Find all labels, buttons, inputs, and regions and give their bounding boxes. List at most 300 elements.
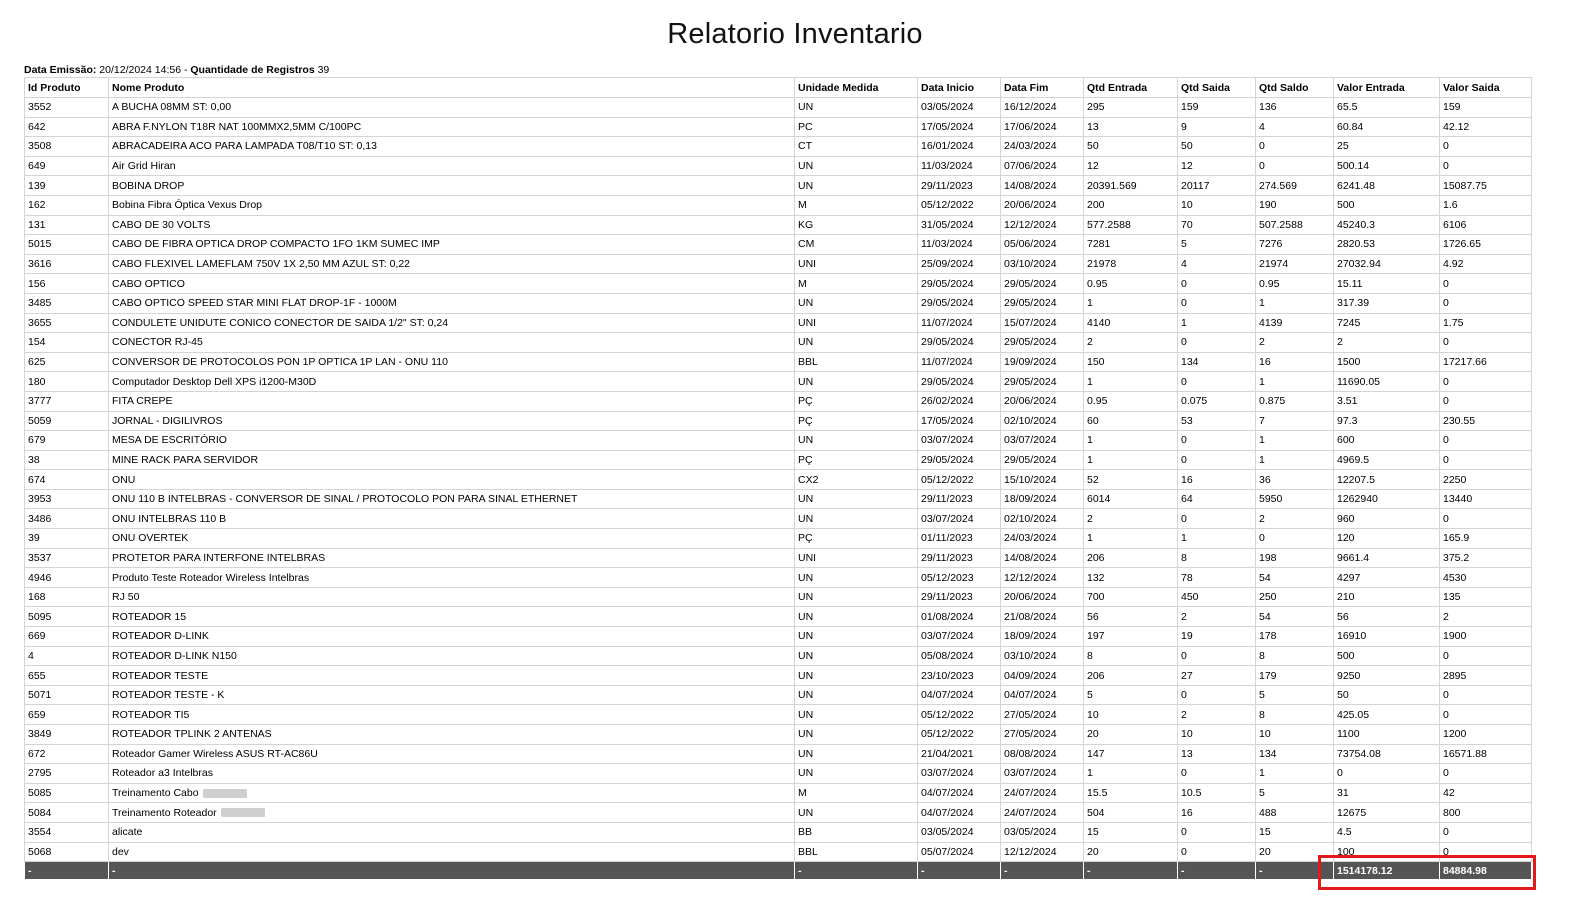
cell-text: 14/08/2024 xyxy=(1004,179,1057,192)
cell-text: ROTEADOR D-LINK xyxy=(112,630,209,643)
cell-text: 274.569 xyxy=(1259,179,1297,192)
cell-qty-out xyxy=(1178,313,1256,333)
meta-separator: - xyxy=(183,64,191,76)
table-row xyxy=(25,450,1532,470)
cell-text: 56 xyxy=(1337,610,1349,623)
cell-unit xyxy=(795,313,918,333)
cell-text: 0 xyxy=(1443,434,1449,447)
cell-qty-out xyxy=(1178,529,1256,549)
cell-qty-in xyxy=(1084,489,1178,509)
cell-end-date xyxy=(1001,744,1084,764)
cell-text: PC xyxy=(798,120,813,133)
cell-text: 0.875 xyxy=(1259,395,1286,408)
cell-product-name xyxy=(109,352,795,372)
cell-unit xyxy=(795,685,918,705)
cell-value-in xyxy=(1334,293,1440,313)
cell-text: 36 xyxy=(1259,473,1271,486)
cell-text: 134 xyxy=(1181,356,1199,369)
table-row xyxy=(25,529,1532,549)
cell-text: 139 xyxy=(28,179,46,192)
cell-text: CABO FLEXIVEL LAMEFLAM 750V 1X 2,50 MM AZUL ST: 0,22 xyxy=(112,258,411,271)
cell-value-in xyxy=(1334,705,1440,725)
cell-text: PÇ xyxy=(798,532,813,545)
cell-qty-balance xyxy=(1256,489,1334,509)
cell-value-out xyxy=(1440,117,1532,137)
cell-unit xyxy=(795,822,918,842)
cell-id xyxy=(25,568,109,588)
cell-product-name xyxy=(109,548,795,568)
cell-unit xyxy=(795,489,918,509)
cell-end-date xyxy=(1001,450,1084,470)
cell-qty-out xyxy=(1178,333,1256,353)
cell-end-date xyxy=(1001,313,1084,333)
cell-text: 29/05/2024 xyxy=(921,453,974,466)
cell-text: 2 xyxy=(1337,336,1343,349)
cell-text: 154 xyxy=(28,336,46,349)
cell-qty-in xyxy=(1084,548,1178,568)
cell-end-date xyxy=(1001,411,1084,431)
cell-end-date xyxy=(1001,568,1084,588)
cell-text: Bobina Fibra Óptica Vexus Drop xyxy=(112,199,262,212)
cell-text: PÇ xyxy=(798,453,813,466)
cell-text: 168 xyxy=(28,591,46,604)
cell-qty-in xyxy=(1084,822,1178,842)
cell-product-name xyxy=(109,293,795,313)
cell-text: 52 xyxy=(1087,473,1099,486)
cell-value-in xyxy=(1334,842,1440,862)
cell-text: UN xyxy=(798,375,814,388)
cell-text: UN xyxy=(798,101,814,114)
cell-text: 20/06/2024 xyxy=(1004,395,1057,408)
cell-product-name xyxy=(109,274,795,294)
cell-text: 8 xyxy=(1087,649,1093,662)
cell-qty-out xyxy=(1178,607,1256,627)
cell-unit xyxy=(795,842,918,862)
cell-qty-in xyxy=(1084,352,1178,372)
cell-text: CONVERSOR DE PROTOCOLOS PON 1P OPTICA 1P LAN - ONU 110 xyxy=(112,356,448,369)
cell-text: 38 xyxy=(28,453,40,466)
cell-value-in xyxy=(1334,333,1440,353)
cell-id xyxy=(25,333,109,353)
cell-value-in xyxy=(1334,803,1440,823)
cell-product-name xyxy=(109,489,795,509)
cell-text: 12 xyxy=(1087,160,1099,173)
cell-text: 24/07/2024 xyxy=(1004,787,1057,800)
cell-unit xyxy=(795,783,918,803)
cell-text: 29/11/2023 xyxy=(921,179,973,192)
cell-text: 20 xyxy=(1087,728,1099,741)
cell-text: 04/09/2024 xyxy=(1004,669,1057,682)
cell-text: 1 xyxy=(1259,297,1265,310)
cell-text: 50 xyxy=(1181,140,1193,153)
cell-start-date xyxy=(918,705,1001,725)
cell-text: ONU INTELBRAS 110 B xyxy=(112,512,227,525)
cell-start-date xyxy=(918,372,1001,392)
cell-value-in xyxy=(1334,764,1440,784)
redacted-text xyxy=(221,808,265,817)
cell-text: 70 xyxy=(1181,218,1193,231)
cell-text: 25/09/2024 xyxy=(921,258,974,271)
cell-text: dev xyxy=(112,845,129,858)
table-row xyxy=(25,176,1532,196)
cell-product-name xyxy=(109,783,795,803)
cell-value-in xyxy=(1334,117,1440,137)
cell-text: 250 xyxy=(1259,591,1277,604)
cell-text: 198 xyxy=(1259,551,1277,564)
cell-id xyxy=(25,431,109,451)
cell-text: 1.6 xyxy=(1443,199,1458,212)
cell-value-out xyxy=(1440,470,1532,490)
cell-value-out xyxy=(1440,666,1532,686)
cell-text: 19 xyxy=(1181,630,1193,643)
cell-text: 5950 xyxy=(1259,493,1283,506)
table-row xyxy=(25,352,1532,372)
cell-text: ONU xyxy=(112,473,136,486)
cell-text: ROTEADOR TESTE - K xyxy=(112,689,225,702)
cell-text: 04/07/2024 xyxy=(921,787,974,800)
table-row xyxy=(25,705,1532,725)
cell-end-date xyxy=(1001,235,1084,255)
cell-text: 0 xyxy=(1259,160,1265,173)
cell-text: 03/05/2024 xyxy=(921,826,974,839)
cell-text: ROTEADOR 15 xyxy=(112,610,187,623)
cell-product-name xyxy=(109,764,795,784)
cell-text: ONU OVERTEK xyxy=(112,532,189,545)
column-header-end-date: Data Fim xyxy=(1001,78,1084,98)
cell-text: 0 xyxy=(1443,297,1449,310)
cell-text: 18/09/2024 xyxy=(1004,493,1057,506)
cell-unit xyxy=(795,235,918,255)
table-row xyxy=(25,411,1532,431)
cell-start-date xyxy=(918,764,1001,784)
cell-text: 27 xyxy=(1181,669,1193,682)
cell-text: 178 xyxy=(1259,630,1277,643)
cell-text: 13440 xyxy=(1443,493,1473,506)
cell-text: UNI xyxy=(798,316,817,329)
cell-text: 54 xyxy=(1259,610,1271,623)
cell-text: 2 xyxy=(1259,512,1265,525)
cell-text: 0 xyxy=(1443,845,1449,858)
cell-qty-balance xyxy=(1256,822,1334,842)
cell-text: 0 xyxy=(1443,140,1449,153)
cell-text: 507.2588 xyxy=(1259,218,1303,231)
column-header-qty-balance: Qtd Saldo xyxy=(1256,78,1334,98)
cell-start-date xyxy=(918,489,1001,509)
cell-text: UN xyxy=(798,297,814,310)
cell-text: 1 xyxy=(1181,532,1187,545)
cell-text: 29/05/2024 xyxy=(1004,277,1057,290)
cell-end-date xyxy=(1001,431,1084,451)
cell-text: 64 xyxy=(1181,493,1193,506)
cell-value-in xyxy=(1334,509,1440,529)
cell-text: 210 xyxy=(1337,591,1355,604)
cell-qty-balance xyxy=(1256,372,1334,392)
cell-unit xyxy=(795,744,918,764)
cell-text: 504 xyxy=(1087,806,1105,819)
cell-qty-out xyxy=(1178,352,1256,372)
cell-text: 13 xyxy=(1181,747,1193,760)
cell-value-in xyxy=(1334,822,1440,842)
cell-text: 1.75 xyxy=(1443,316,1464,329)
cell-product-name xyxy=(109,627,795,647)
cell-id xyxy=(25,391,109,411)
cell-text: 2895 xyxy=(1443,669,1467,682)
cell-qty-in xyxy=(1084,156,1178,176)
cell-text: 29/11/2023 xyxy=(921,591,973,604)
cell-text: 16 xyxy=(1259,356,1271,369)
cell-text: 179 xyxy=(1259,669,1277,682)
cell-text: UN xyxy=(798,512,814,525)
cell-qty-in xyxy=(1084,235,1178,255)
cell-text: 0 xyxy=(1181,434,1187,447)
cell-text: 488 xyxy=(1259,806,1277,819)
cell-text: 5 xyxy=(1259,787,1265,800)
cell-text: 12675 xyxy=(1337,806,1367,819)
cell-text: 05/12/2022 xyxy=(921,473,974,486)
cell-start-date xyxy=(918,685,1001,705)
cell-value-in xyxy=(1334,646,1440,666)
cell-text: 21/04/2021 xyxy=(921,747,974,760)
cell-text: 4297 xyxy=(1337,571,1361,584)
cell-end-date xyxy=(1001,783,1084,803)
cell-value-in xyxy=(1334,431,1440,451)
cell-qty-out xyxy=(1178,842,1256,862)
cell-value-in xyxy=(1334,98,1440,118)
cell-unit xyxy=(795,529,918,549)
cell-id xyxy=(25,293,109,313)
cell-qty-in xyxy=(1084,333,1178,353)
total-id: - xyxy=(25,862,109,880)
cell-text: BB xyxy=(798,826,813,839)
cell-text: 0 xyxy=(1181,453,1187,466)
cell-qty-in xyxy=(1084,607,1178,627)
cell-id xyxy=(25,627,109,647)
cell-text: 375.2 xyxy=(1443,551,1470,564)
cell-qty-in xyxy=(1084,137,1178,157)
column-header-value-in: Valor Entrada xyxy=(1334,78,1440,98)
cell-start-date xyxy=(918,235,1001,255)
cell-text: 12207.5 xyxy=(1337,473,1375,486)
cell-qty-balance xyxy=(1256,568,1334,588)
cell-qty-balance xyxy=(1256,587,1334,607)
cell-text: ROTEADOR TESTE xyxy=(112,669,209,682)
cell-qty-balance xyxy=(1256,137,1334,157)
cell-text: 08/08/2024 xyxy=(1004,747,1057,760)
table-row xyxy=(25,666,1532,686)
cell-text: 11/03/2024 xyxy=(921,160,973,173)
cell-qty-balance xyxy=(1256,509,1334,529)
cell-value-out xyxy=(1440,646,1532,666)
cell-text: 0 xyxy=(1443,375,1449,388)
cell-text: 4 xyxy=(28,649,34,662)
cell-end-date xyxy=(1001,548,1084,568)
cell-text: 50 xyxy=(1087,140,1099,153)
cell-qty-out xyxy=(1178,98,1256,118)
cell-unit xyxy=(795,705,918,725)
cell-unit xyxy=(795,803,918,823)
cell-value-out xyxy=(1440,783,1532,803)
table-row xyxy=(25,235,1532,255)
cell-unit xyxy=(795,391,918,411)
total-qty-out: - xyxy=(1178,862,1256,880)
table-row xyxy=(25,313,1532,333)
cell-id xyxy=(25,548,109,568)
cell-text: 03/07/2024 xyxy=(921,630,974,643)
cell-text: 18/09/2024 xyxy=(1004,630,1057,643)
cell-text: 56 xyxy=(1087,610,1099,623)
cell-text: 165.9 xyxy=(1443,532,1470,545)
cell-value-in xyxy=(1334,607,1440,627)
cell-end-date xyxy=(1001,117,1084,137)
cell-text: PÇ xyxy=(798,414,813,427)
cell-start-date xyxy=(918,117,1001,137)
cell-text: 12/12/2024 xyxy=(1004,218,1057,231)
cell-id xyxy=(25,274,109,294)
table-row xyxy=(25,489,1532,509)
cell-text: 29/11/2023 xyxy=(921,493,973,506)
cell-text: 0 xyxy=(1443,767,1449,780)
cell-end-date xyxy=(1001,764,1084,784)
cell-value-out xyxy=(1440,685,1532,705)
cell-end-date xyxy=(1001,842,1084,862)
cell-qty-in xyxy=(1084,293,1178,313)
cell-text: 5071 xyxy=(28,689,52,702)
cell-text: 03/05/2024 xyxy=(1004,826,1057,839)
cell-qty-balance xyxy=(1256,313,1334,333)
cell-id xyxy=(25,725,109,745)
cell-text: 21974 xyxy=(1259,258,1289,271)
cell-text: Roteador Gamer Wireless ASUS RT-AC86U xyxy=(112,747,318,760)
totals-row xyxy=(25,862,1532,880)
cell-qty-out xyxy=(1178,215,1256,235)
cell-text: ONU 110 B INTELBRAS - CONVERSOR DE SINAL / PROTOCOLO PON PARA SINAL ETHERNET xyxy=(112,493,578,506)
cell-unit xyxy=(795,764,918,784)
cell-qty-in xyxy=(1084,372,1178,392)
cell-text: 12 xyxy=(1181,160,1193,173)
cell-value-out xyxy=(1440,235,1532,255)
cell-text: CABO DE FIBRA OPTICA DROP COMPACTO 1FO 1KM SUMEC IMP xyxy=(112,238,440,251)
cell-qty-in xyxy=(1084,842,1178,862)
column-header-start-date: Data Inicio xyxy=(918,78,1001,98)
cell-text: 1100 xyxy=(1337,728,1360,741)
cell-text: 120 xyxy=(1337,532,1355,545)
cell-qty-out xyxy=(1178,235,1256,255)
cell-id xyxy=(25,803,109,823)
cell-start-date xyxy=(918,646,1001,666)
cell-value-out xyxy=(1440,450,1532,470)
cell-text: 0.075 xyxy=(1181,395,1208,408)
cell-unit xyxy=(795,548,918,568)
cell-text: 01/11/2023 xyxy=(921,532,973,545)
cell-qty-out xyxy=(1178,431,1256,451)
cell-text: 625 xyxy=(28,356,46,369)
cell-text: UN xyxy=(798,649,814,662)
column-header-qty-in: Qtd Entrada xyxy=(1084,78,1178,98)
table-row xyxy=(25,783,1532,803)
cell-text: 136 xyxy=(1259,101,1277,114)
cell-text: MESA DE ESCRITÓRIO xyxy=(112,434,227,447)
cell-end-date xyxy=(1001,509,1084,529)
cell-qty-out xyxy=(1178,744,1256,764)
cell-text: MINE RACK PARA SERVIDOR xyxy=(112,453,259,466)
cell-text: UN xyxy=(798,571,814,584)
cell-qty-out xyxy=(1178,391,1256,411)
cell-text: 17/05/2024 xyxy=(921,414,974,427)
cell-text: 5 xyxy=(1181,238,1187,251)
cell-id xyxy=(25,450,109,470)
cell-start-date xyxy=(918,313,1001,333)
cell-text: 10 xyxy=(1181,728,1193,741)
cell-text: 1 xyxy=(1087,767,1093,780)
cell-qty-in xyxy=(1084,195,1178,215)
cell-text: 0 xyxy=(1259,140,1265,153)
cell-end-date xyxy=(1001,215,1084,235)
cell-qty-in xyxy=(1084,450,1178,470)
cell-text: 16 xyxy=(1181,473,1193,486)
cell-qty-in xyxy=(1084,509,1178,529)
cell-value-out xyxy=(1440,176,1532,196)
cell-end-date xyxy=(1001,98,1084,118)
emission-label: Data Emissão: xyxy=(24,64,97,76)
cell-text: 4969.5 xyxy=(1337,453,1370,466)
cell-id xyxy=(25,254,109,274)
table-row xyxy=(25,548,1532,568)
cell-product-name xyxy=(109,235,795,255)
cell-qty-out xyxy=(1178,254,1256,274)
cell-text: 0 xyxy=(1181,277,1187,290)
cell-id xyxy=(25,744,109,764)
cell-start-date xyxy=(918,725,1001,745)
table-row xyxy=(25,372,1532,392)
cell-id xyxy=(25,783,109,803)
cell-text: 0 xyxy=(1443,336,1449,349)
cell-qty-balance xyxy=(1256,98,1334,118)
cell-product-name xyxy=(109,156,795,176)
cell-text: 05/07/2024 xyxy=(921,845,974,858)
table-row xyxy=(25,607,1532,627)
cell-qty-in xyxy=(1084,568,1178,588)
cell-text: 16 xyxy=(1181,806,1193,819)
cell-text: ROTEADOR D-LINK N150 xyxy=(112,649,237,662)
cell-text: 3849 xyxy=(28,728,52,741)
cell-text: 4530 xyxy=(1443,571,1467,584)
cell-product-name xyxy=(109,470,795,490)
cell-text: 2250 xyxy=(1443,473,1467,486)
cell-product-name xyxy=(109,450,795,470)
cell-qty-in xyxy=(1084,313,1178,333)
cell-text: 31/05/2024 xyxy=(921,218,974,231)
cell-text: 07/06/2024 xyxy=(1004,160,1057,173)
cell-start-date xyxy=(918,137,1001,157)
column-header-qty-out: Qtd Saida xyxy=(1178,78,1256,98)
cell-qty-balance xyxy=(1256,783,1334,803)
cell-value-in xyxy=(1334,666,1440,686)
cell-text: 4 xyxy=(1181,258,1187,271)
cell-product-name xyxy=(109,803,795,823)
cell-qty-in xyxy=(1084,803,1178,823)
cell-text: 5085 xyxy=(28,787,52,800)
cell-text: 7276 xyxy=(1259,238,1283,251)
cell-start-date xyxy=(918,352,1001,372)
cell-id xyxy=(25,666,109,686)
cell-text: 15.11 xyxy=(1337,277,1363,290)
cell-text: 11/07/2024 xyxy=(921,356,973,369)
cell-product-name xyxy=(109,411,795,431)
records-count-label: Quantidade de Registros xyxy=(190,64,315,76)
cell-text: 577.2588 xyxy=(1087,218,1131,231)
cell-text: 10 xyxy=(1259,728,1271,741)
cell-text: 4140 xyxy=(1087,316,1111,329)
